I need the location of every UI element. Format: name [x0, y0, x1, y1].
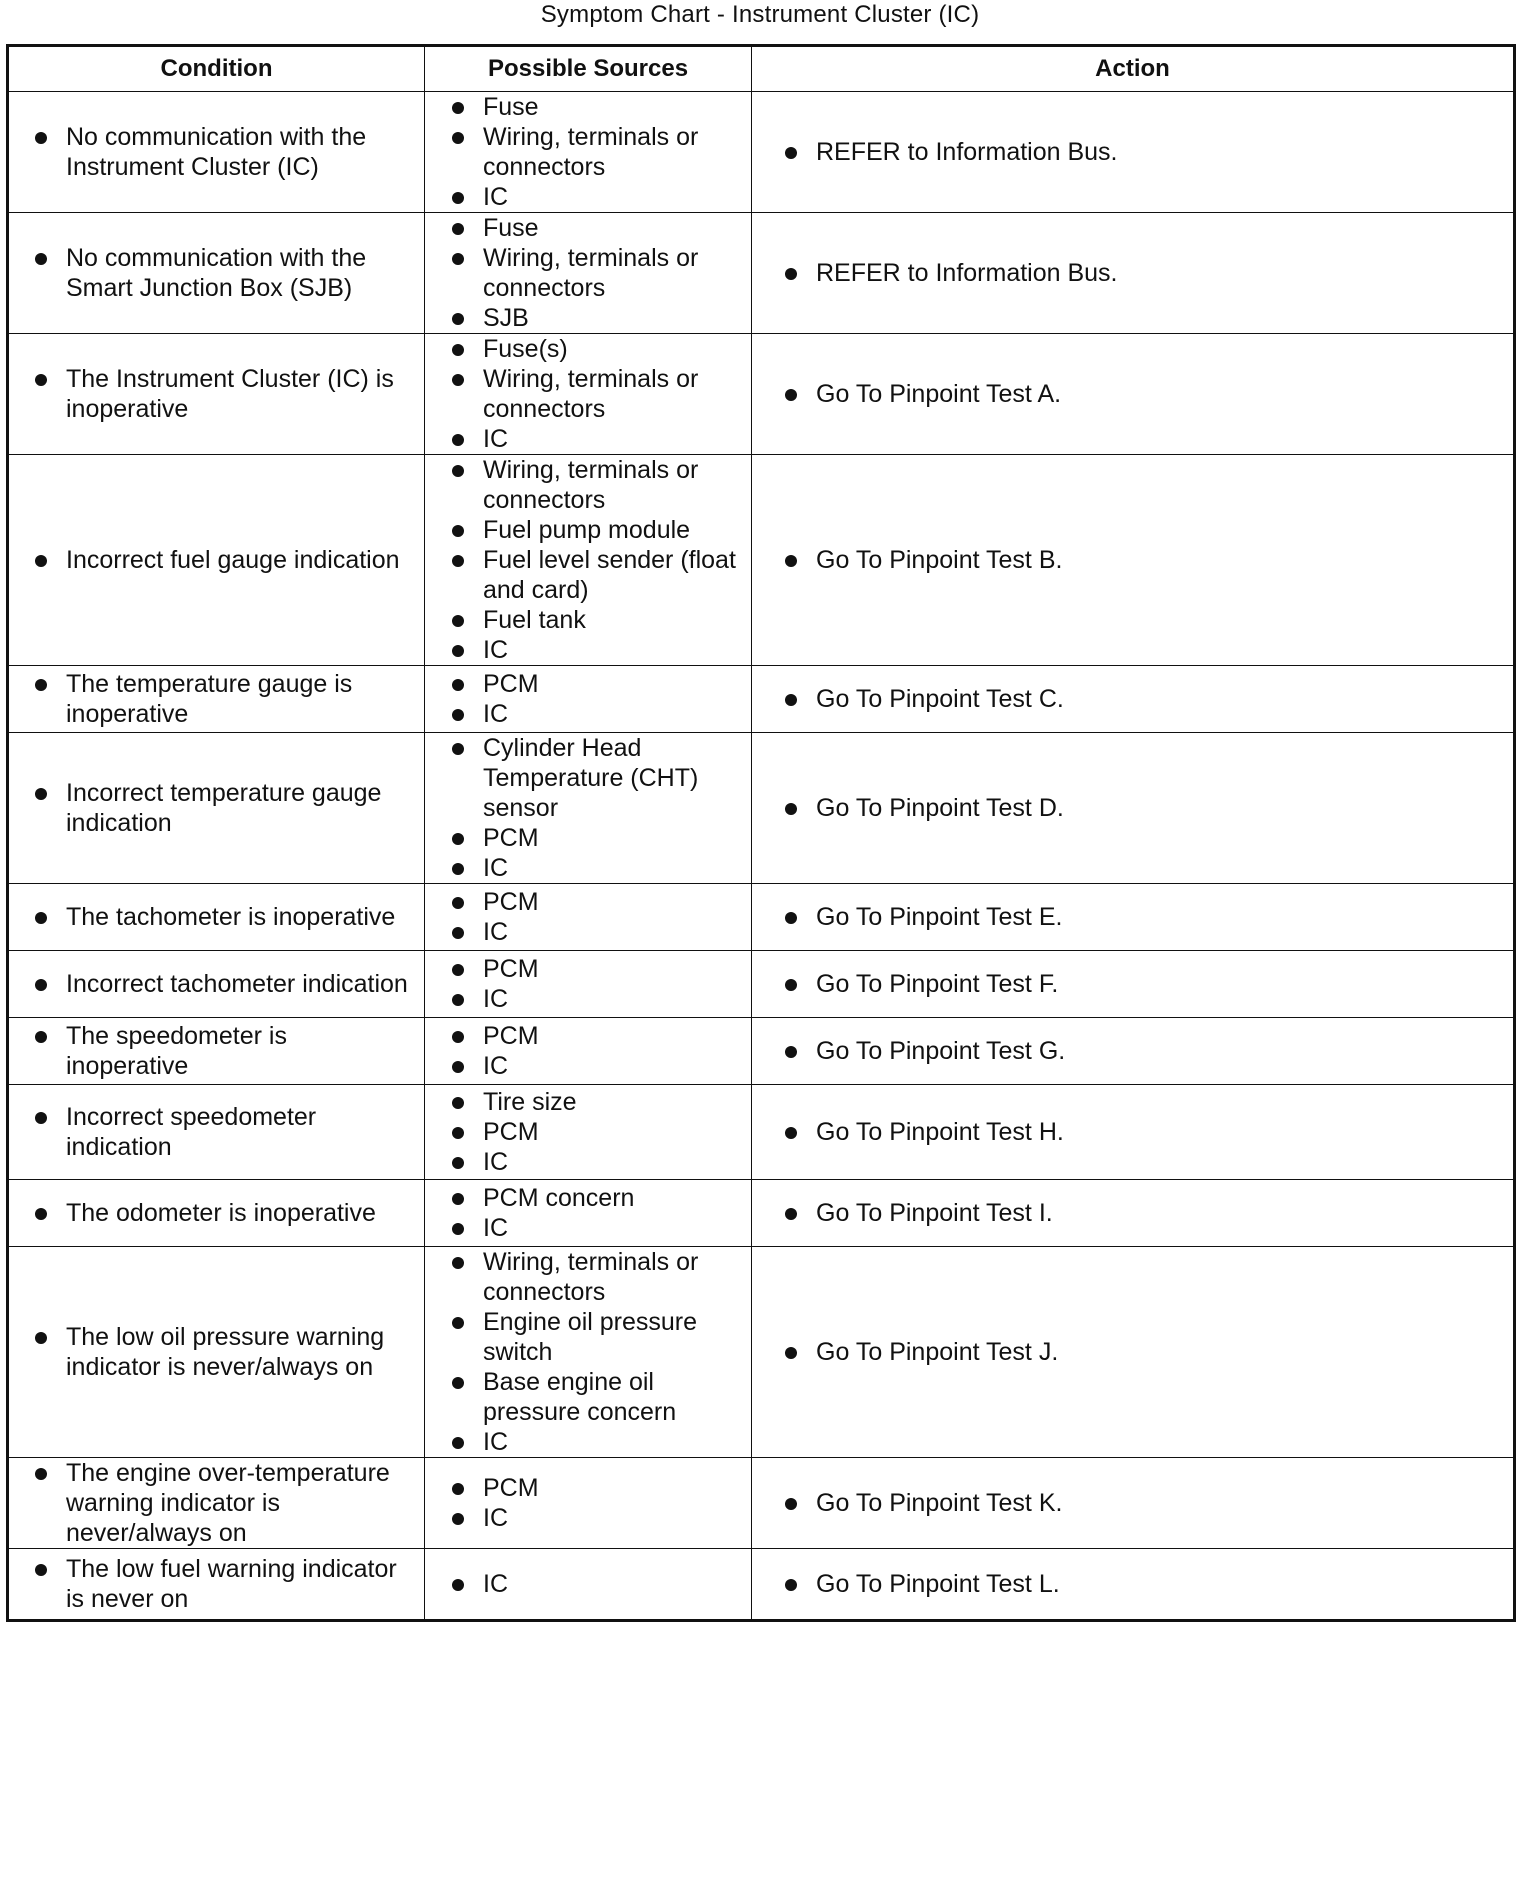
table-row — [8, 92, 1515, 213]
action-text: Go To Pinpoint Test A. — [816, 379, 1505, 409]
source-item: Engine oil pressure switch — [483, 1307, 743, 1367]
condition-cell — [8, 1247, 425, 1458]
source-item: Wiring, terminals or connectors — [483, 122, 743, 182]
action-text: Go To Pinpoint Test H. — [816, 1117, 1505, 1147]
condition-cell — [8, 213, 425, 334]
sources-cell — [425, 213, 752, 334]
header-row — [8, 46, 1515, 92]
table-row — [8, 455, 1515, 666]
sources-cell — [425, 1018, 752, 1085]
source-item: IC — [483, 1427, 743, 1457]
action-cell — [752, 733, 1515, 884]
source-item: IC — [483, 424, 743, 454]
source-item: PCM — [483, 1117, 743, 1147]
action-text: Go To Pinpoint Test C. — [816, 684, 1505, 714]
condition-cell — [8, 1085, 425, 1180]
action-cell — [752, 1018, 1515, 1085]
source-item: Wiring, terminals or connectors — [483, 243, 743, 303]
sources-cell — [425, 334, 752, 455]
source-item: Cylinder Head Temperature (CHT) sensor — [483, 733, 743, 823]
condition-cell — [8, 1180, 425, 1247]
condition-text: No communication with the Instrument Cluster (IC) — [66, 122, 416, 182]
source-item: PCM — [483, 1021, 743, 1051]
condition-cell — [8, 666, 425, 733]
source-item: IC — [483, 1051, 743, 1081]
source-item: PCM — [483, 823, 743, 853]
header-action: Action — [752, 46, 1515, 92]
table-row — [8, 213, 1515, 334]
source-item: Wiring, terminals or connectors — [483, 1247, 743, 1307]
action-text: REFER to Information Bus. — [816, 258, 1505, 288]
action-cell — [752, 92, 1515, 213]
source-item: IC — [483, 917, 743, 947]
sources-cell — [425, 666, 752, 733]
table-row — [8, 666, 1515, 733]
condition-text: The low oil pressure warning indicator is never/always on — [66, 1322, 416, 1382]
condition-text: The temperature gauge is inoperative — [66, 669, 416, 729]
action-text: Go To Pinpoint Test K. — [816, 1488, 1505, 1518]
source-item: IC — [483, 1503, 743, 1533]
sources-cell — [425, 1458, 752, 1549]
source-item: IC — [483, 635, 743, 665]
table-row — [8, 1549, 1515, 1621]
source-item: Fuel tank — [483, 605, 743, 635]
action-text: Go To Pinpoint Test J. — [816, 1337, 1505, 1367]
action-text: Go To Pinpoint Test D. — [816, 793, 1505, 823]
sources-cell — [425, 733, 752, 884]
source-item: PCM — [483, 954, 743, 984]
condition-text: The low fuel warning indicator is never on — [66, 1554, 416, 1614]
source-item: SJB — [483, 303, 743, 333]
sources-cell — [425, 455, 752, 666]
table-row — [8, 733, 1515, 884]
sources-cell — [425, 92, 752, 213]
page-title: Symptom Chart - Instrument Cluster (IC) — [540, 1, 980, 28]
condition-cell — [8, 733, 425, 884]
condition-text: No communication with the Smart Junction Box (SJB) — [66, 243, 416, 303]
table-row — [8, 951, 1515, 1018]
sources-cell — [425, 1247, 752, 1458]
action-cell — [752, 666, 1515, 733]
condition-text: Incorrect temperature gauge indication — [66, 778, 416, 838]
header-possible-sources: Possible Sources — [425, 46, 752, 92]
source-item: PCM — [483, 669, 743, 699]
source-item: Fuel pump module — [483, 515, 743, 545]
action-text: Go To Pinpoint Test L. — [816, 1569, 1505, 1599]
condition-cell — [8, 1458, 425, 1549]
action-text: Go To Pinpoint Test I. — [816, 1198, 1505, 1228]
action-cell — [752, 1247, 1515, 1458]
source-item: Wiring, terminals or connectors — [483, 455, 743, 515]
action-cell — [752, 1085, 1515, 1180]
source-item: IC — [483, 1147, 743, 1177]
table-row — [8, 334, 1515, 455]
action-cell — [752, 951, 1515, 1018]
source-item: PCM concern — [483, 1183, 743, 1213]
sources-cell — [425, 1549, 752, 1621]
source-item: Fuel level sender (float and card) — [483, 545, 743, 605]
table-row — [8, 1018, 1515, 1085]
action-text: Go To Pinpoint Test G. — [816, 1036, 1505, 1066]
source-item: IC — [483, 182, 743, 212]
table-row — [8, 1247, 1515, 1458]
source-item: IC — [483, 1213, 743, 1243]
condition-cell — [8, 951, 425, 1018]
source-item: Fuse — [483, 92, 743, 122]
table-row — [8, 1180, 1515, 1247]
condition-text: Incorrect speedometer indication — [66, 1102, 416, 1162]
source-item: Fuse(s) — [483, 334, 743, 364]
action-cell — [752, 884, 1515, 951]
condition-cell — [8, 884, 425, 951]
condition-text: The odometer is inoperative — [66, 1198, 416, 1228]
sources-cell — [425, 1085, 752, 1180]
action-cell — [752, 1458, 1515, 1549]
condition-text: The engine over-temperature warning indicator is never/always on — [66, 1458, 416, 1548]
action-text: Go To Pinpoint Test E. — [816, 902, 1505, 932]
condition-text: Incorrect fuel gauge indication — [66, 545, 416, 575]
sources-cell — [425, 951, 752, 1018]
source-item: IC — [483, 1569, 743, 1599]
symptom-chart-table — [6, 44, 1516, 1622]
table-row — [8, 884, 1515, 951]
source-item: Fuse — [483, 213, 743, 243]
sources-cell — [425, 884, 752, 951]
condition-cell — [8, 455, 425, 666]
action-cell — [752, 1180, 1515, 1247]
source-item: Base engine oil pressure concern — [483, 1367, 743, 1427]
condition-text: The Instrument Cluster (IC) is inoperative — [66, 364, 416, 424]
action-text: REFER to Information Bus. — [816, 137, 1505, 167]
header-condition: Condition — [8, 46, 425, 92]
source-item: PCM — [483, 1473, 743, 1503]
action-cell — [752, 1549, 1515, 1621]
condition-text: The speedometer is inoperative — [66, 1021, 416, 1081]
action-cell — [752, 455, 1515, 666]
condition-cell — [8, 334, 425, 455]
table-row — [8, 1458, 1515, 1549]
sources-cell — [425, 1180, 752, 1247]
source-item: IC — [483, 984, 743, 1014]
condition-text: Incorrect tachometer indication — [66, 969, 416, 999]
source-item: Tire size — [483, 1087, 743, 1117]
action-text: Go To Pinpoint Test B. — [816, 545, 1505, 575]
source-item: PCM — [483, 887, 743, 917]
condition-cell — [8, 92, 425, 213]
action-text: Go To Pinpoint Test F. — [816, 969, 1505, 999]
source-item: IC — [483, 853, 743, 883]
source-item: IC — [483, 699, 743, 729]
condition-cell — [8, 1549, 425, 1621]
action-cell — [752, 334, 1515, 455]
table-row — [8, 1085, 1515, 1180]
action-cell — [752, 213, 1515, 334]
source-item: Wiring, terminals or connectors — [483, 364, 743, 424]
condition-cell — [8, 1018, 425, 1085]
condition-text: The tachometer is inoperative — [66, 902, 416, 932]
